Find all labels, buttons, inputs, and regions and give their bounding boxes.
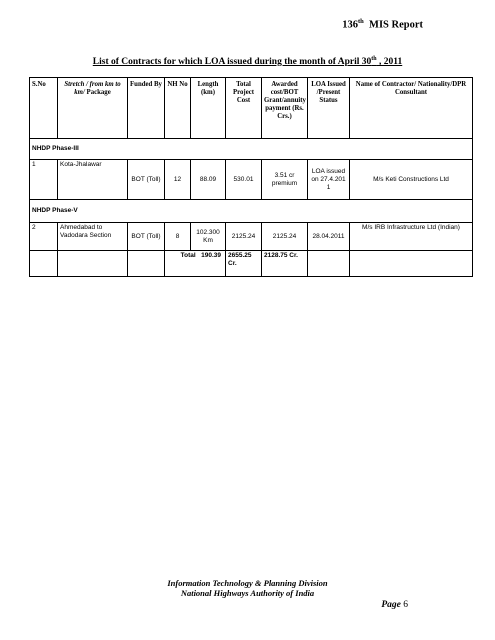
col-stretch-range: Stretch / from km to km/ xyxy=(64,81,121,96)
cell-awarded: 3.51 cr premium xyxy=(262,160,308,200)
total-spacer xyxy=(128,251,165,277)
header-row xyxy=(30,78,473,139)
report-header xyxy=(342,18,423,31)
document-title xyxy=(0,56,495,67)
col-funded: Funded By xyxy=(128,78,165,139)
table-row xyxy=(30,160,473,200)
contracts-table xyxy=(29,77,473,277)
cell-length: 88.09 xyxy=(191,160,226,200)
cell-nh: 12 xyxy=(165,160,191,200)
col-stretch xyxy=(58,78,128,139)
phase-row xyxy=(30,139,473,160)
report-label: MIS Report xyxy=(369,19,423,31)
cell-contractor: M/s Keti Constructions Ltd xyxy=(350,160,473,200)
cell-funded: BOT (Toll) xyxy=(128,223,165,251)
cell-loa: 28.04.2011 xyxy=(308,223,350,251)
cell-funded: BOT (Toll) xyxy=(128,160,165,200)
footer xyxy=(0,578,495,598)
cell-loa: LOA issued on 27.4.2011 xyxy=(308,160,350,200)
total-spacer xyxy=(350,251,473,277)
col-loa: LOA Issued /Present Status xyxy=(308,78,350,139)
cell-sno: 2 xyxy=(30,223,58,251)
title-year: , 2011 xyxy=(376,57,403,68)
title-sup: th xyxy=(371,56,377,62)
total-label: Total xyxy=(180,252,196,259)
table-row xyxy=(30,223,473,251)
cell-nh: 8 xyxy=(165,223,191,251)
total-label-length xyxy=(165,251,226,277)
footer-authority: National Highways Authority of India xyxy=(180,588,315,598)
title-text: List of Contracts for which LOA issued during the month of April 30 xyxy=(92,57,372,68)
total-project-cost: 2655.25 Cr. xyxy=(226,251,262,277)
total-spacer xyxy=(30,251,58,277)
cell-project-cost: 530.01 xyxy=(226,160,262,200)
page-num: 6 xyxy=(403,600,408,610)
phase-label: NHDP Phase-III xyxy=(30,139,473,160)
total-length: 190.39 xyxy=(201,252,221,259)
footer-division: Information Technology & Planning Division xyxy=(167,578,328,588)
cell-project-cost: 2125.24 xyxy=(226,223,262,251)
col-awarded: Awarded cost/BOT Grant/annuity payment (Rs. Crs.) xyxy=(262,78,308,139)
total-awarded: 2128.75 Cr. xyxy=(262,251,308,277)
total-loa-empty xyxy=(308,251,350,277)
col-sno: S.No xyxy=(30,78,58,139)
col-project-cost: Total Project Cost xyxy=(226,78,262,139)
cell-contractor: M/s IRB Infrastructure Ltd (Indian) xyxy=(350,223,473,251)
total-spacer xyxy=(58,251,128,277)
phase-row xyxy=(30,200,473,223)
col-nh: NH No xyxy=(165,78,191,139)
cell-stretch: Ahmedabad to Vadodara Section xyxy=(58,223,128,251)
cell-length: 102.300 Km xyxy=(191,223,226,251)
col-stretch-package: Package xyxy=(86,89,111,96)
col-length: Length (km) xyxy=(191,78,226,139)
page-label: Page xyxy=(381,600,401,610)
col-contractor: Name of Contractor/ Nationality/DPR Consultant xyxy=(350,78,473,139)
report-number: 136 xyxy=(342,19,359,31)
total-row xyxy=(30,251,473,277)
report-number-suffix: th xyxy=(358,18,364,25)
cell-stretch: Kota-Jhalawar xyxy=(58,160,128,200)
cell-sno: 1 xyxy=(30,160,58,200)
cell-awarded: 2125.24 xyxy=(262,223,308,251)
page-number xyxy=(381,600,408,610)
phase-label: NHDP Phase-V xyxy=(30,200,473,223)
